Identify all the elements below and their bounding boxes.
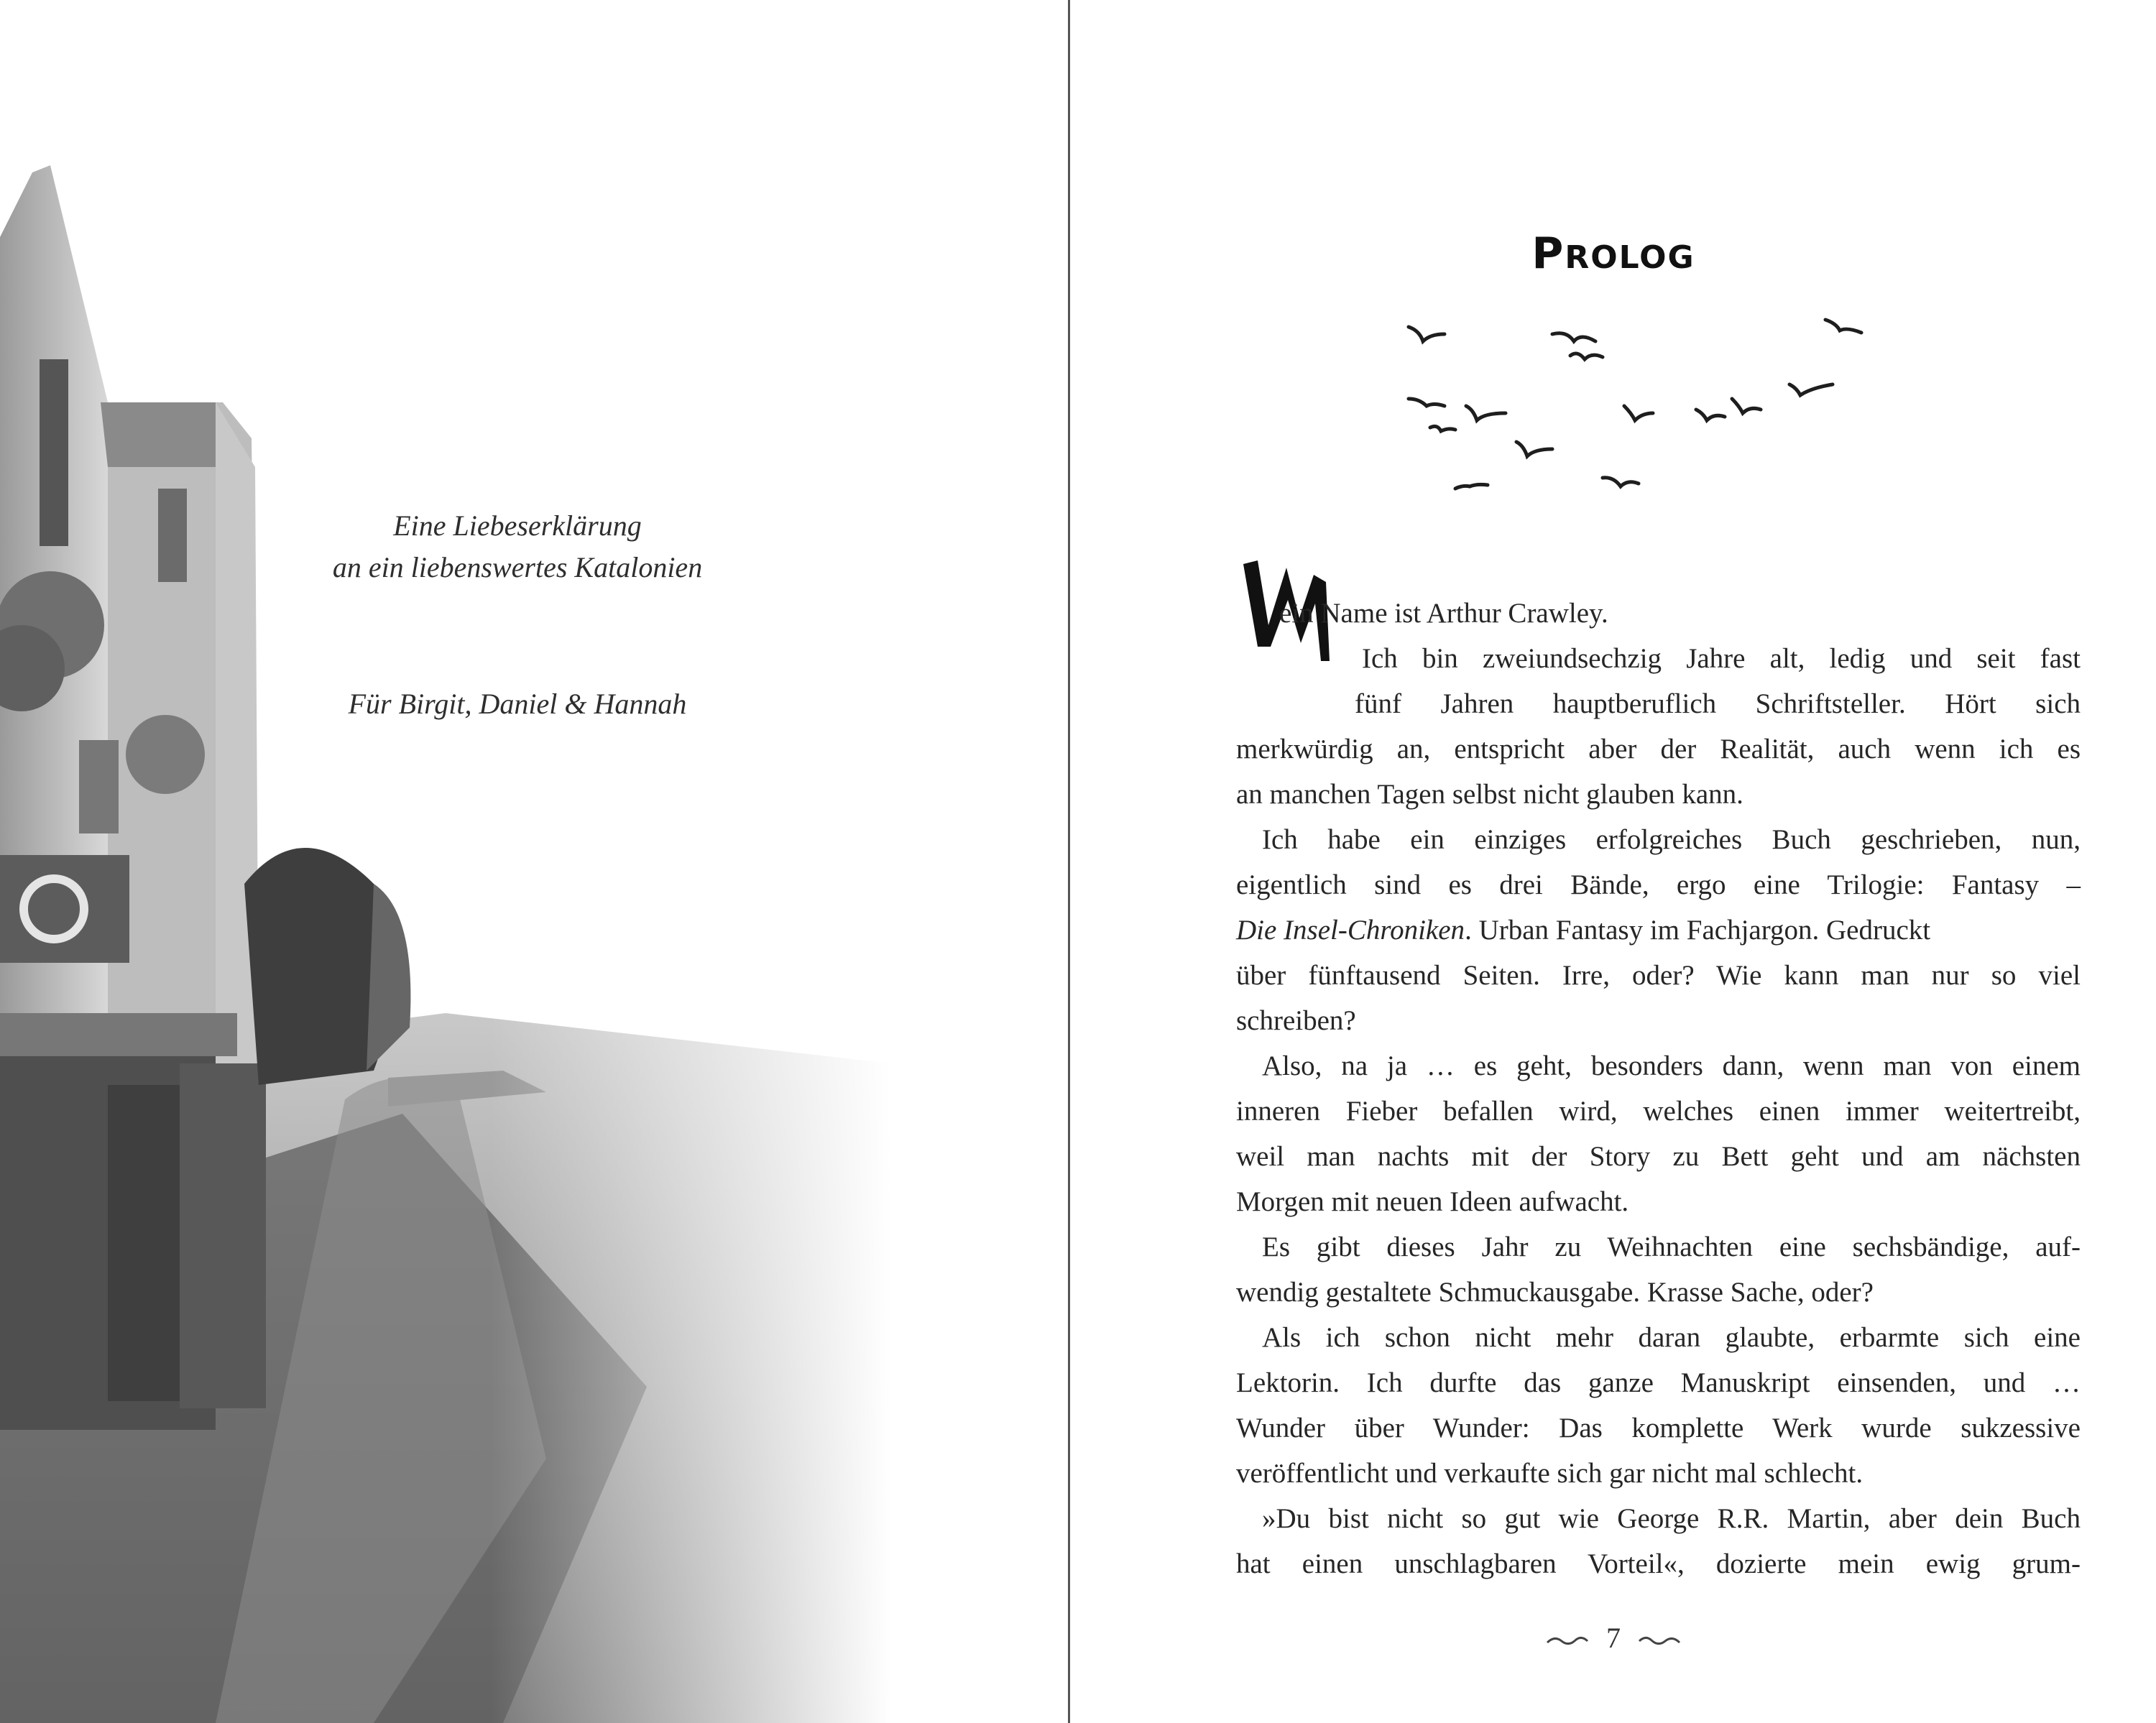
text-line: über fünftausend Seiten. Irre, oder? Wie kann man nur so viel	[1236, 960, 2081, 991]
text-line: eigentlich sind es drei Bände, ergo eine Trilogie: Fantasy –	[1236, 869, 2081, 900]
book-title: Die Insel-Chroniken	[1236, 915, 1465, 946]
text-line: fünf Jahren hauptberuflich Schriftsteller. Hört sich	[1355, 688, 2081, 719]
swirl-right-icon	[1638, 1632, 1681, 1650]
right-page	[1071, 0, 2156, 1723]
dedication-names: Für Birgit, Daniel & Hannah	[348, 688, 687, 720]
text-line: ein Name ist Arthur Crawley.	[1279, 598, 1608, 629]
text-line: Ich habe ein einziges erfolgreiches Buch geschrieben, nun,	[1262, 824, 2081, 855]
body-text	[1236, 591, 2081, 1586]
text-line	[1236, 907, 2081, 953]
text-line: wendig gestaltete Schmuckausgabe. Krasse Sache, oder?	[1236, 1277, 1874, 1308]
text-line: Ich bin zweiundsechzig Jahre alt, ledig und seit fast	[1362, 643, 2081, 674]
text-line: inneren Fieber befallen wird, welches einen immer weitertreibt,	[1236, 1096, 2081, 1127]
text-line: merkwürdig an, entspricht aber der Realität, auch wenn ich es	[1236, 734, 2081, 765]
text-line: schreiben?	[1236, 1005, 1356, 1036]
text-line: an manchen Tagen selbst nicht glauben kann.	[1236, 779, 1743, 810]
text-line: Morgen mit neuen Ideen aufwacht.	[1236, 1186, 1629, 1217]
text-line: Als ich schon nicht mehr daran glaubte, erbarmte sich eine	[1262, 1322, 2081, 1353]
text-line: Es gibt dieses Jahr zu Weihnachten eine sechsbändige, auf-	[1262, 1232, 2081, 1262]
chapter-title-rest: ROLOG	[1565, 239, 1695, 276]
bird-flock-icon	[1409, 320, 1861, 489]
chapter-title-initial: P	[1531, 228, 1565, 279]
text-line: veröffentlicht und verkaufte sich gar nicht mal schlecht.	[1236, 1458, 1864, 1489]
birds-illustration	[1387, 298, 1890, 507]
book-gutter	[1068, 0, 1070, 1723]
text-line: Wunder über Wunder: Das komplette Werk wurde sukzessive	[1236, 1413, 2081, 1443]
text-line: Also, na ja … es geht, besonders dann, wenn man von einem	[1262, 1050, 2081, 1081]
text-fragment: . Urban Fantasy im Fachjargon. Gedruckt	[1465, 915, 1931, 946]
dedication-line: an ein liebenswertes Katalonien	[332, 551, 703, 583]
text-line: »Du bist nicht so gut wie George R.R. Martin, aber dein Buch	[1262, 1503, 2081, 1534]
dedication-line: Eine Liebeserklärung	[393, 509, 642, 542]
swirl-left-icon	[1546, 1632, 1589, 1650]
left-page	[0, 0, 1068, 1723]
text-line: hat einen unschlagbaren Vorteil«, dozierte mein ewig grum-	[1236, 1548, 2081, 1579]
page-number: 7	[1606, 1622, 1621, 1654]
dropcap-letter: M	[1236, 546, 1238, 547]
street-illustration	[0, 165, 891, 1723]
page-number-footer	[1071, 1621, 2156, 1655]
text-line: Lektorin. Ich durfte das ganze Manuskript einsenden, und …	[1236, 1367, 2081, 1398]
chapter-title	[1071, 228, 2156, 279]
text-line: weil man nachts mit der Story zu Bett geht und am nächsten	[1236, 1141, 2081, 1172]
